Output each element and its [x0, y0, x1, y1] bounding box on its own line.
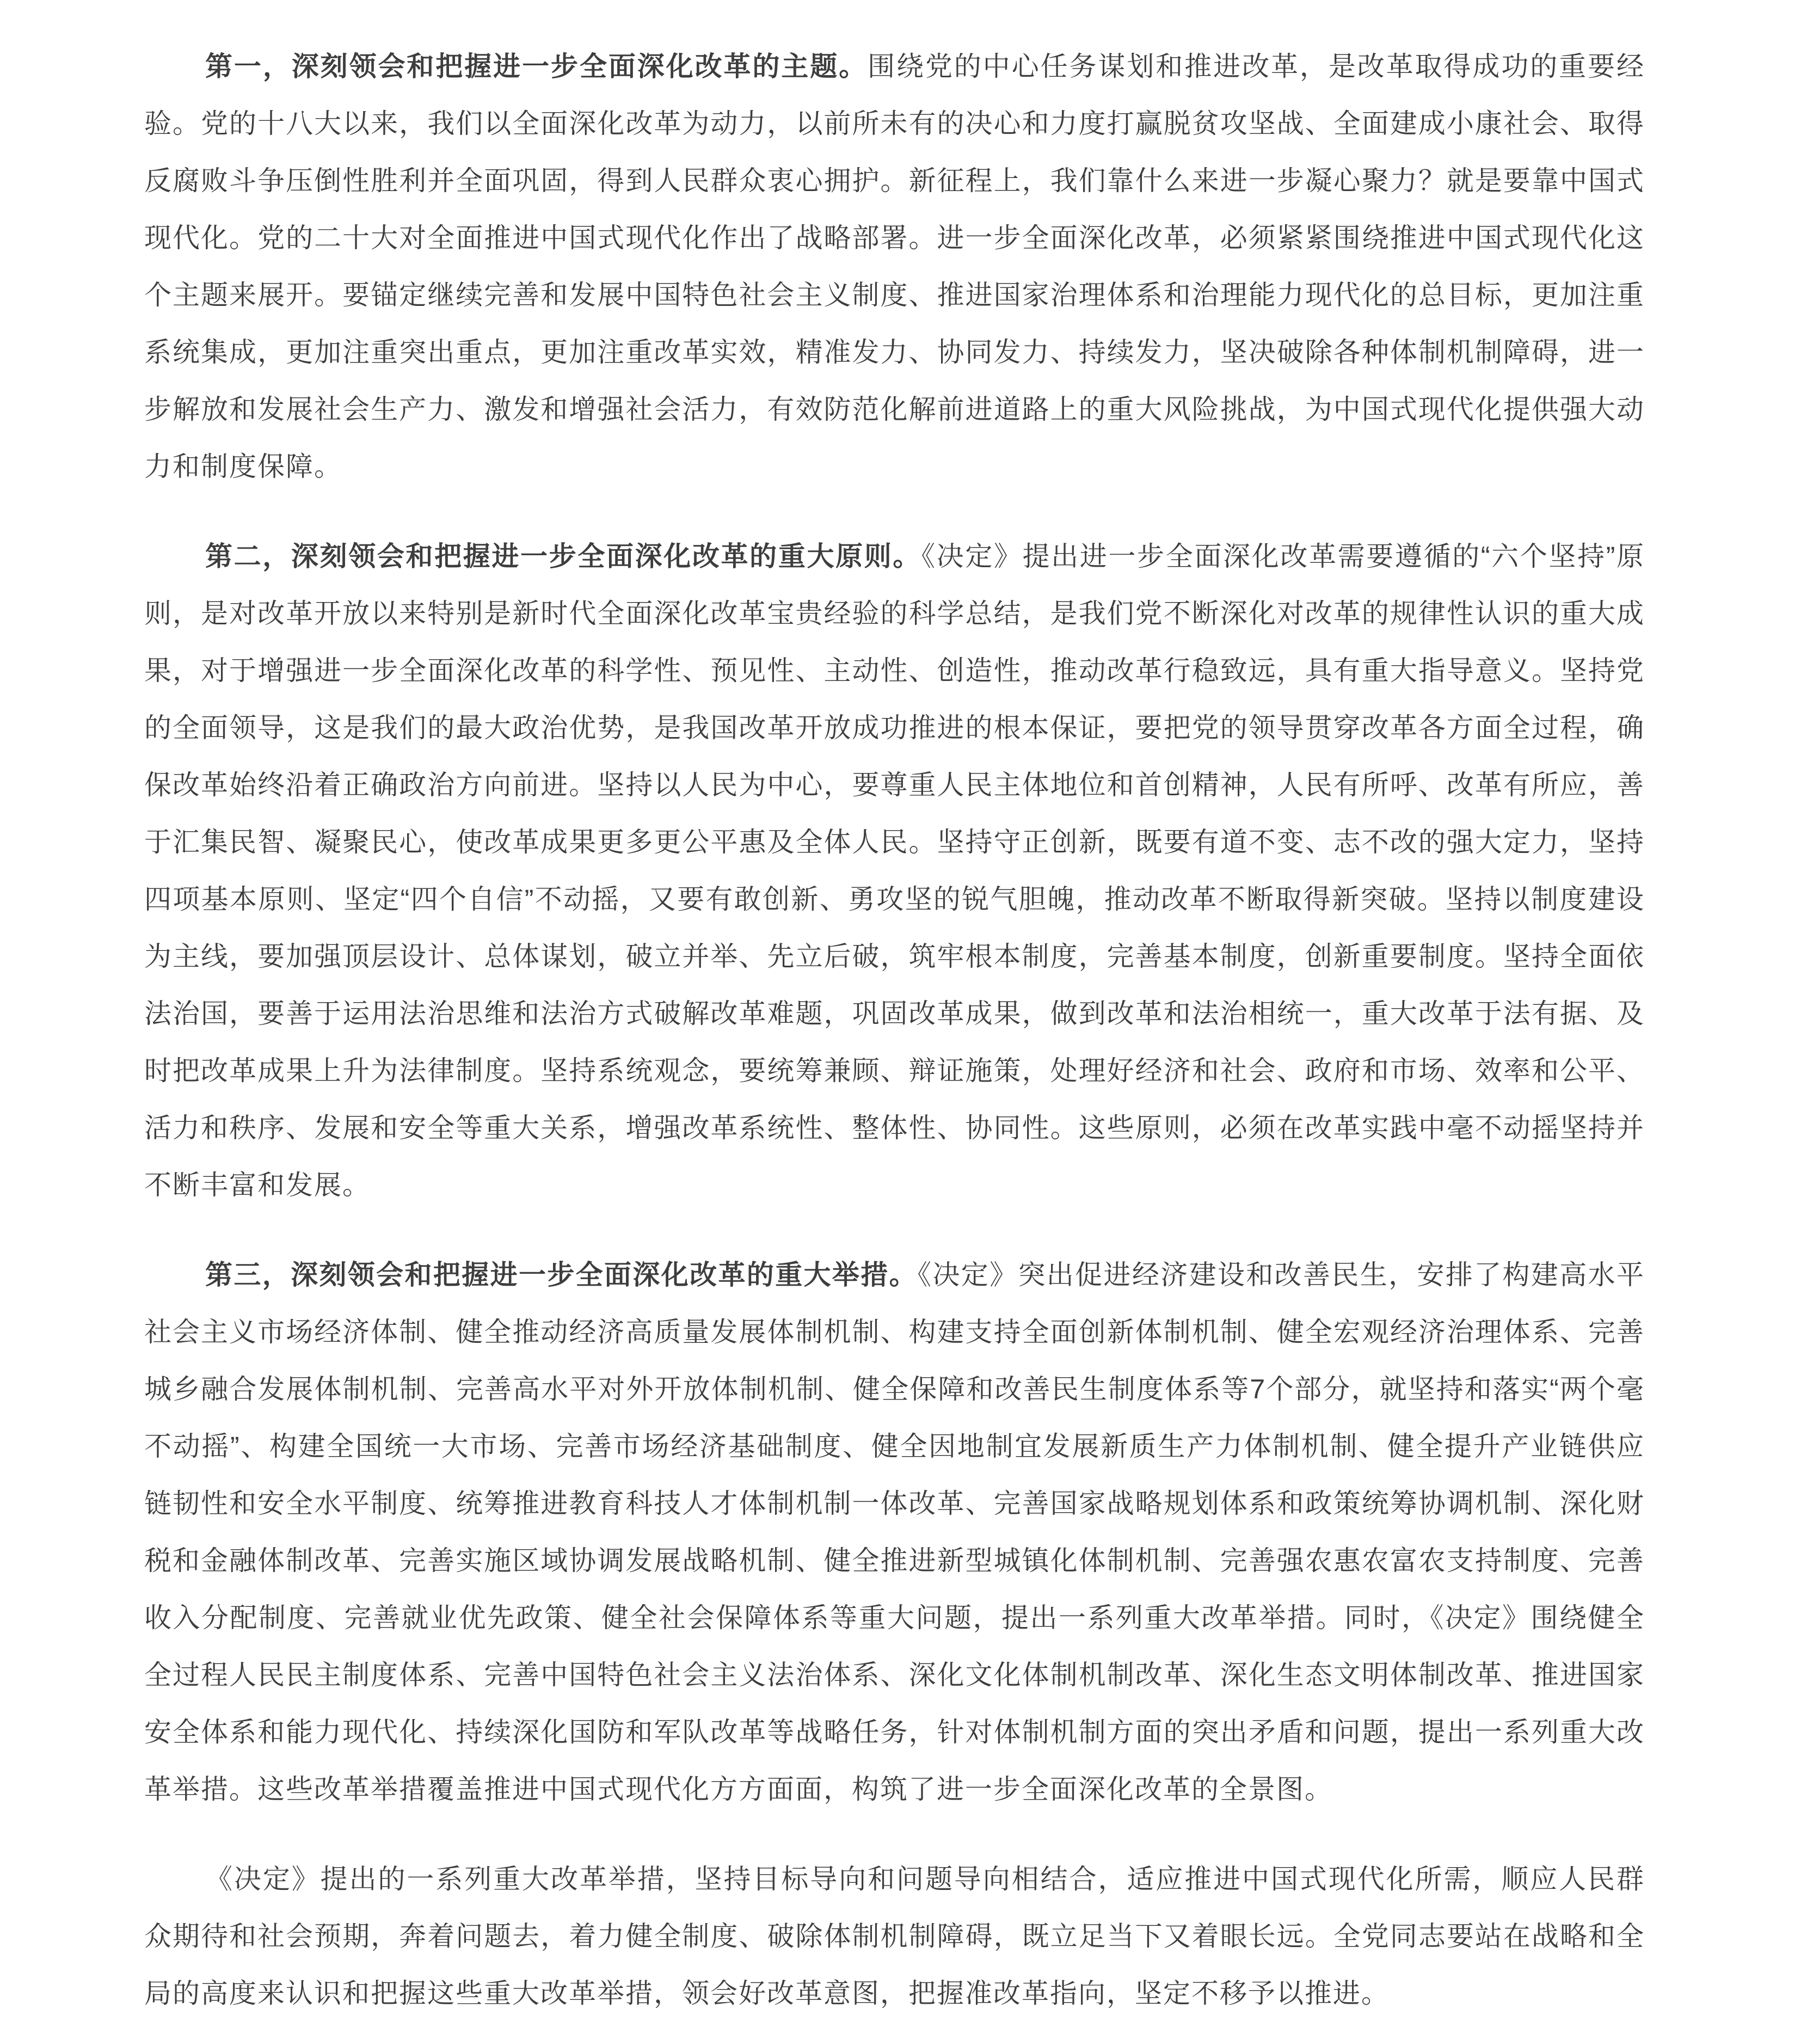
paragraph-3-lead: 第三，深刻领会和把握进一步全面深化改革的重大举措。: [205, 1260, 918, 1290]
paragraph-1-body: 围绕党的中心任务谋划和推进改革，是改革取得成功的重要经验。党的十八大以来，我们以全面深化改革为动力，以前所未有的决心和力度打赢脱贫攻坚战、全面建成小康社会、取得反腐败斗争压倒性胜利并全面巩固，得到人民群众衷心拥护。新征程上，我们靠什么来进一步凝心聚力？就是要靠中国式现代化。党的二十大对全面推进中国式现代化作出了战略部署。进一步全面深化改革，必须紧紧围绕推进中国式现代化这个主题来展开。要锚定继续完善和发展中国特色社会主义制度、推进国家治理体系和治理能力现代化的总目标，更加注重系统集成，更加注重突出重点，更加注重改革实效，精准发力、协同发力、持续发力，坚决破除各种体制机制障碍，进一步解放和发展社会生产力、激发和增强社会活力，有效防范化解前进道路上的重大风险挑战，为中国式现代化提供强大动力和制度保障。: [144, 51, 1645, 482]
paragraph-4-body: 《决定》提出的一系列重大改革举措，坚持目标导向和问题导向相结合，适应推进中国式现代化所需，顺应人民群众期待和社会预期，奔着问题去，着力健全制度、破除体制机制障碍，既立足当下又着眼长远。全党同志要站在战略和全局的高度来认识和把握这些重大改革举措，领会好改革意图，把握准改革指向，坚定不移予以推进。: [144, 1864, 1645, 2009]
paragraph-3: [144, 1247, 1645, 1818]
paragraph-1: [144, 38, 1645, 495]
paragraph-2-lead: 第二，深刻领会和把握进一步全面深化改革的重大原则。: [205, 541, 922, 572]
paragraph-2-body: 《决定》提出进一步全面深化改革需要遵循的“六个坚持”原则，是对改革开放以来特别是新时代全面深化改革宝贵经验的科学总结，是我们党不断深化对改革的规律性认识的重大成果，对于增强进一步全面深化改革的科学性、预见性、主动性、创造性，推动改革行稳致远，具有重大指导意义。坚持党的全面领导，这是我们的最大政治优势，是我国改革开放成功推进的根本保证，要把党的领导贯穿改革各方面全过程，确保改革始终沿着正确政治方向前进。坚持以人民为中心，要尊重人民主体地位和首创精神，人民有所呼、改革有所应，善于汇集民智、凝聚民心，使改革成果更多更公平惠及全体人民。坚持守正创新，既要有道不变、志不改的强大定力，坚持四项基本原则、坚定“四个自信”不动摇，又要有敢创新、勇攻坚的锐气胆魄，推动改革不断取得新突破。坚持以制度建设为主线，要加强顶层设计、总体谋划，破立并举、先立后破，筑牢根本制度，完善基本制度，创新重要制度。坚持全面依法治国，要善于运用法治思维和法治方式破解改革难题，巩固改革成果，做到改革和法治相统一，重大改革于法有据、及时把改革成果上升为法律制度。坚持系统观念，要统筹兼顾、辩证施策，处理好经济和社会、政府和市场、效率和公平、活力和秩序、发展和安全等重大关系，增强改革系统性、整体性、协同性。这些原则，必须在改革实践中毫不动摇坚持并不断丰富和发展。: [144, 541, 1645, 1200]
paragraph-3-body: 《决定》突出促进经济建设和改善民生，安排了构建高水平社会主义市场经济体制、健全推动经济高质量发展体制机制、构建支持全面创新体制机制、健全宏观经济治理体系、完善城乡融合发展体制机制、完善高水平对外开放体制机制、健全保障和改善民生制度体系等7个部分，就坚持和落实“两个毫不动摇”、构建全国统一大市场、完善市场经济基础制度、健全因地制宜发展新质生产力体制机制、健全提升产业链供应链韧性和安全水平制度、统筹推进教育科技人才体制机制一体改革、完善国家战略规划体系和政策统筹协调机制、深化财税和金融体制改革、完善实施区域协调发展战略机制、健全推进新型城镇化体制机制、完善强农惠农富农支持制度、完善收入分配制度、完善就业优先政策、健全社会保障体系等重大问题，提出一系列重大改革举措。同时，《决定》围绕健全全过程人民民主制度体系、完善中国特色社会主义法治体系、深化文化体制机制改革、深化生态文明体制改革、推进国家安全体系和能力现代化、持续深化国防和军队改革等战略任务，针对体制机制方面的突出矛盾和问题，提出一系列重大改革举措。这些改革举措覆盖推进中国式现代化方方面面，构筑了进一步全面深化改革的全景图。: [144, 1260, 1645, 1804]
paragraph-2: [144, 528, 1645, 1214]
paragraph-4: [144, 1851, 1645, 2022]
paragraph-1-lead: 第一，深刻领会和把握进一步全面深化改革的主题。: [205, 51, 868, 82]
